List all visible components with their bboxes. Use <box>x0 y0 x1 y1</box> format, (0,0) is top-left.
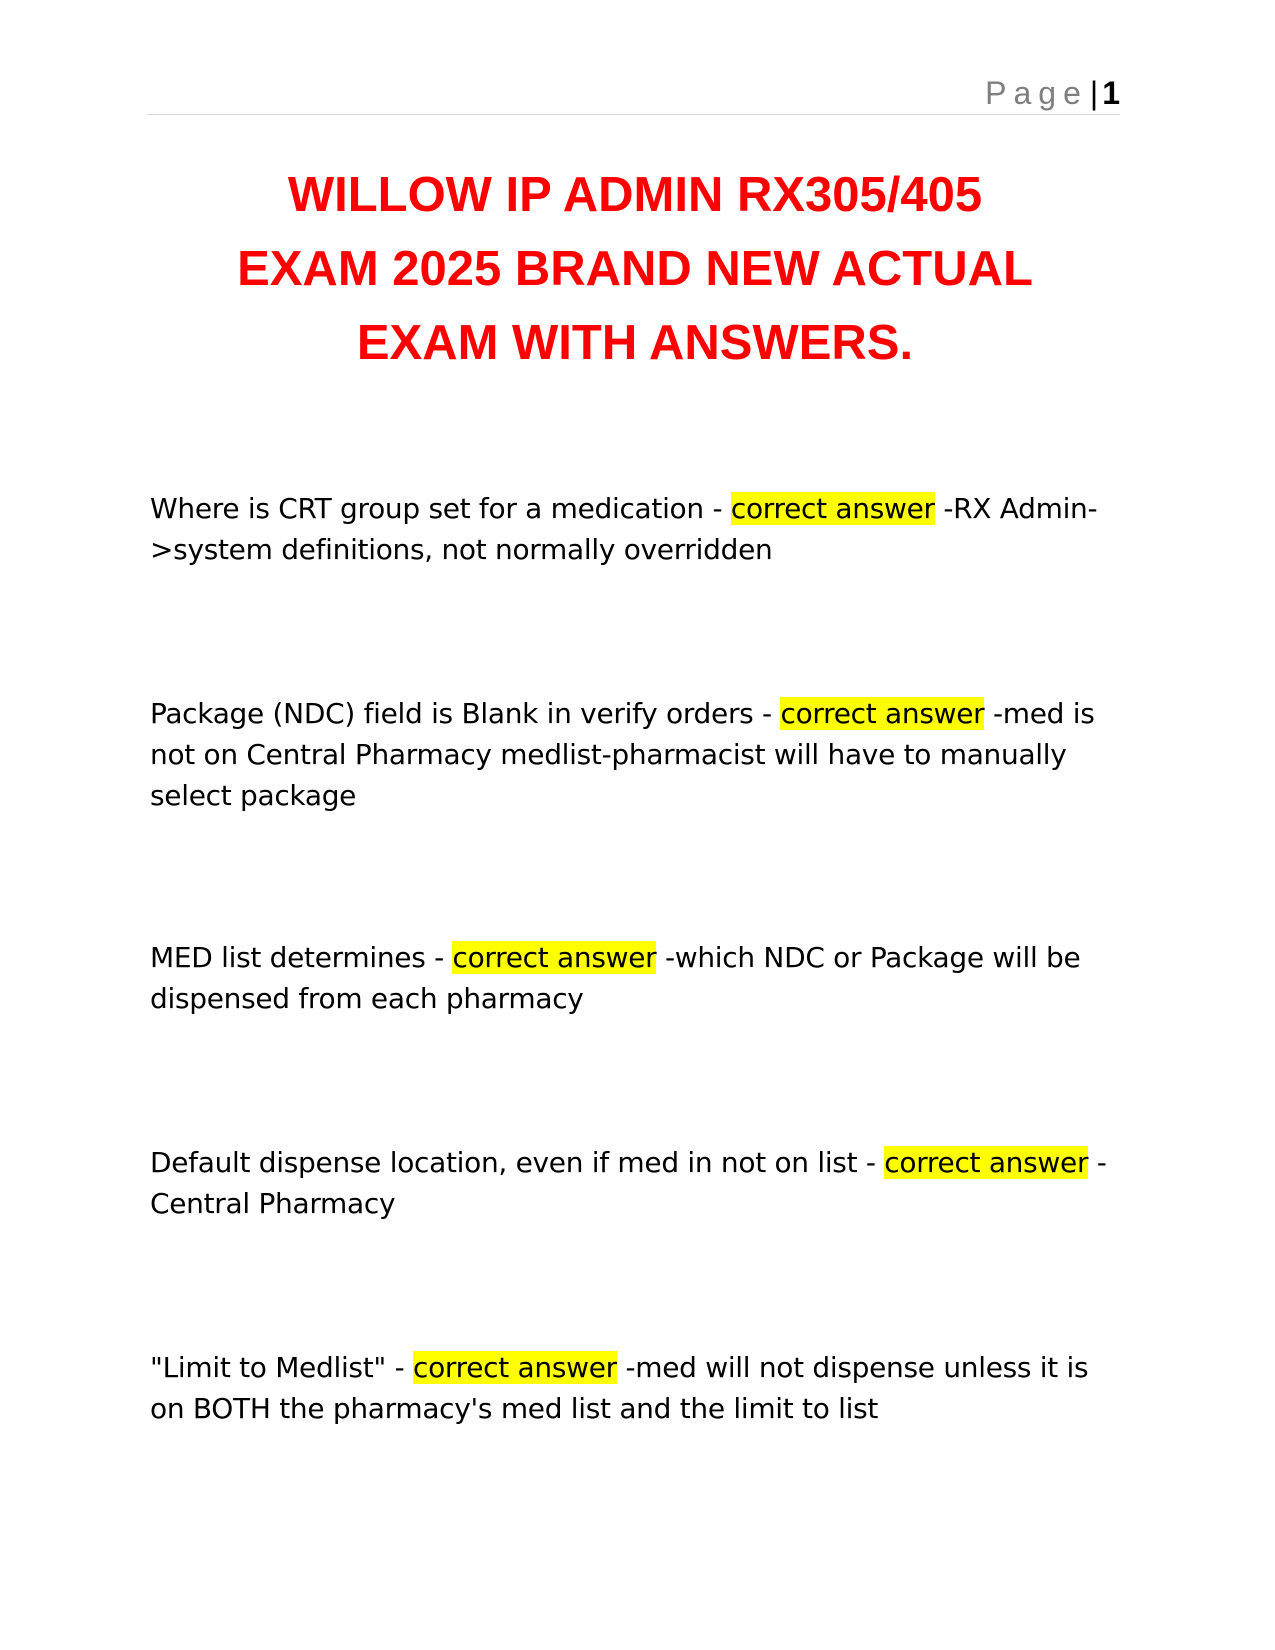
correct-answer-marker: correct answer <box>452 941 657 974</box>
page-number: 1 <box>1102 75 1120 111</box>
title-line-3: EXAM WITH ANSWERS. <box>356 316 914 370</box>
answer-text: -med will not dispense unless it is on BOTH the pharmacy's med list and the limit to list <box>150 1351 1089 1425</box>
question-text: Where is CRT group set for a medication - <box>150 492 731 525</box>
answer-text: -RX Admin->system definitions, not normally overridden <box>150 492 1098 566</box>
answer-text: -Central Pharmacy <box>150 1146 1107 1220</box>
qa-item-2 <box>150 693 1130 816</box>
question-text: "Limit to Medlist" - <box>150 1351 413 1384</box>
qa-item-5 <box>150 1347 1130 1429</box>
page-header <box>147 72 1120 115</box>
question-text: Default dispense location, even if med in not on list - <box>150 1146 885 1179</box>
correct-answer-marker: correct answer <box>730 492 935 525</box>
page-separator: | <box>1089 75 1099 111</box>
title-line-1: WILLOW IP ADMIN RX305/405 <box>287 168 983 222</box>
page-label: Page <box>985 75 1088 111</box>
page-number-indicator <box>985 76 1120 110</box>
answer-text: -which NDC or Package will be dispensed from each pharmacy <box>150 941 1081 1015</box>
correct-answer-marker: correct answer <box>780 697 985 730</box>
answer-text: -med is not on Central Pharmacy medlist-pharmacist will have to manually select package <box>150 697 1095 812</box>
qa-item-4 <box>150 1142 1130 1224</box>
correct-answer-marker: correct answer <box>412 1351 617 1384</box>
qa-item-3 <box>150 937 1130 1019</box>
correct-answer-marker: correct answer <box>884 1146 1089 1179</box>
question-text: Package (NDC) field is Blank in verify orders - <box>150 697 781 730</box>
document-title <box>140 158 1130 380</box>
question-text: MED list determines - <box>150 941 453 974</box>
qa-item-1 <box>150 488 1130 570</box>
title-line-2: EXAM 2025 BRAND NEW ACTUAL <box>237 242 1033 296</box>
